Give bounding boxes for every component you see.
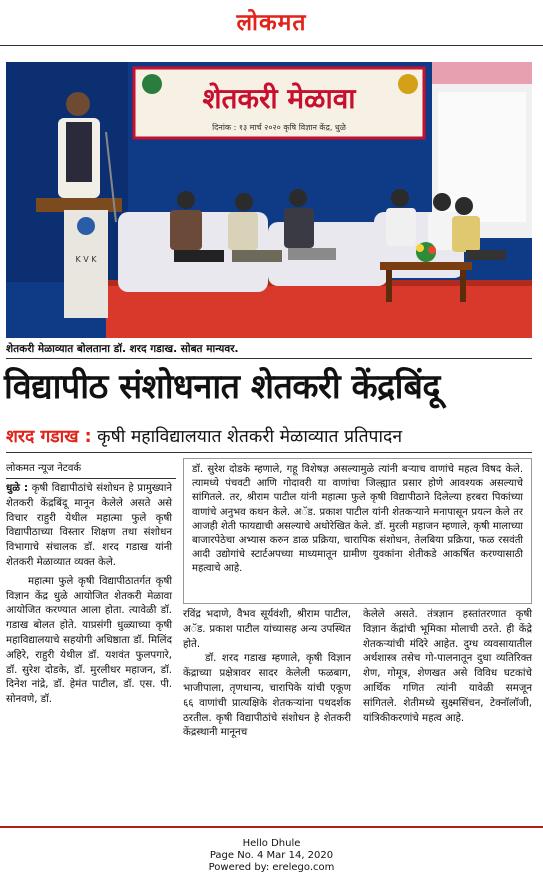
masthead [0,0,543,46]
subheadline [6,425,532,449]
bottom-rule [0,826,543,828]
caption-rule [6,358,532,359]
powered-by: Powered by: erelego.com [208,862,335,873]
dateline: धुळे : [6,483,29,494]
lead-paragraph [6,482,172,571]
article-column-2 [183,608,351,741]
photo-illustration [6,62,532,338]
subhead-speaker: शरद गडाख : [6,427,92,447]
subhead-text: कृषी महाविद्यालयात शेतकरी मेळाव्यात प्रतिपादन [91,427,403,447]
lokmat-logo: लोकमत [236,9,307,36]
photo-caption: शेतकरी मेळाव्यात बोलताना डॉ. शरद गडाख. सोबत मान्यवर. [6,343,239,355]
banner-info: दिनांक : १३ मार्च २०२० कृषि विज्ञान केंद्र, धुळे [212,123,346,132]
page-date: Page No. 4 Mar 14, 2020 [209,850,334,861]
banner-title: शेतकरी मेळावा [202,82,356,115]
subhead-rule [6,452,532,453]
highlight-box [183,458,532,604]
byline-rule [6,478,176,479]
col3-text: केलेले असते. तंत्रज्ञान हस्तांतरणात कृषी विज्ञान केंद्रांची भूमिका मोलाची ठरते. ही केंद्रे शेतकऱ्यांची मंदिरे आहेत. दुग्ध व्यवसायातील अर्थशास्त्र तसेच गो-पालनातून दुधा व्यतिरिक्त शेण, गोमूत्र, शेणखत असे विविध घटकांचे आर्थिक गणित त्यांनी यावेळी समजून सांगितले. शेतीमध्ये सुक्ष्मसिंचन, टेक्नॉलॉजी, यांत्रिकीकरणांचे महत्व आहे. [363,609,532,724]
byline: लोकमत न्यूज नेटवर्क [6,463,82,474]
news-photo [6,62,532,338]
highlight-text: डॉ. सुरेश दोडके म्हणाले, गहू विशेषज्ञ असल्यामुळे त्यांनी बऱ्याच वाणांचे महत्व विषद केले. त्यामध्ये पंचवटी आणि गोदावरी या वाणांचा जिल्ह्यात प्रसार होणे आवश्यक असल्याचे सांगितले. तर, श्रीराम पाटील यांनी महात्मा फुले कृषी विद्यापीठाने दिलेल्या हरबरा पिकांच्या वाणांचे अनुभव कथन केले. अॅड. प्रकाश पाटील यांनी शेतकऱ्याने मनापासून प्रयत्न केले तर आजही शेती फायद्याची असल्याचे अधोरेखित केले. डॉ. मुरली महाजन म्हणाले, कृषी मालाच्या बाजारपेठेचा अभ्यास करुन डाळ प्रक्रिया, चारापिक संशोधन, तेलबिया प्रक्रिया, फळ रसवंती आदी उद्योगांचे स्टार्टअपच्या माध्यमातून ग्रामीण युवकांना शेतीकडे आकर्षित करण्यासाठी महत्वाचे आहे. [192,464,523,575]
article-column-3 [363,608,532,726]
headline: विद्यापीठ संशोधनात शेतकरी केंद्रबिंदू [4,367,440,407]
footer [0,838,543,874]
lead-text: कृषी विद्यापीठांचे संशोधन हे प्रामुख्याने शेतकरी केंद्रबिंदू मानून केलेले असते असे विचार राहुरी येथील महात्मा फुले कृषी विद्यापीठाच्या विस्तार शिक्षण तथा संशोधन विभागाचे संचालक डॉ. शरद गडाख यांनी शेतकरी मेळाव्यात व्यक्त केले. [6,483,172,568]
body-paragraph: महात्मा फुले कृषी विद्यापीठातर्गत कृषी विज्ञान केंद्र धुळे आयोजित शेतकरी मेळावा आयोजित करण्यात आला होता. त्यावेळी डॉ. गडाख बोलत होते. याप्रसंगी धुळ्याच्या कृषी महाविद्यालयाचे सहयोगी अधिष्ठाता डॉ. मिलिंद अहिरे, राहुरी येथील डॉ. यशवंत फुलपगारे, डॉ. सुरेश दोडके, डॉ. मुरलीधर महाजन, डॉ. दिनेश नांद्रे, डॉ. हेमंत पाटील, डॉ. एस. पी. सोनवणे, डॉ. [6,575,172,706]
lectern-label: K V K [75,255,97,264]
masthead-rule [0,45,543,46]
article-column-1 [6,482,172,708]
col2-paragraph-2: डॉ. शरद गडाख म्हणाले, कृषी विज्ञान केंद्राच्या प्रक्षेत्रावर सादर केलेली फळबाग, भाजीपाला, तृणधान्य, चारापिके यांची एकूण ६६ वाणांची प्रात्यक्षिके शेतकऱ्यांना पथदर्शक ठरतील. कृषी विद्यापीठांचे संशोधन हे शेतकरी केंद्रस्थानी मानूनच [183,653,351,739]
edition-name: Hello Dhule [242,838,301,849]
col2-text: रविंद्र भदाणे, वैभव सूर्यवंशी, श्रीराम पाटील, अॅड. प्रकाश पाटील यांच्यासह अन्य उपस्थित होते. [183,609,351,650]
